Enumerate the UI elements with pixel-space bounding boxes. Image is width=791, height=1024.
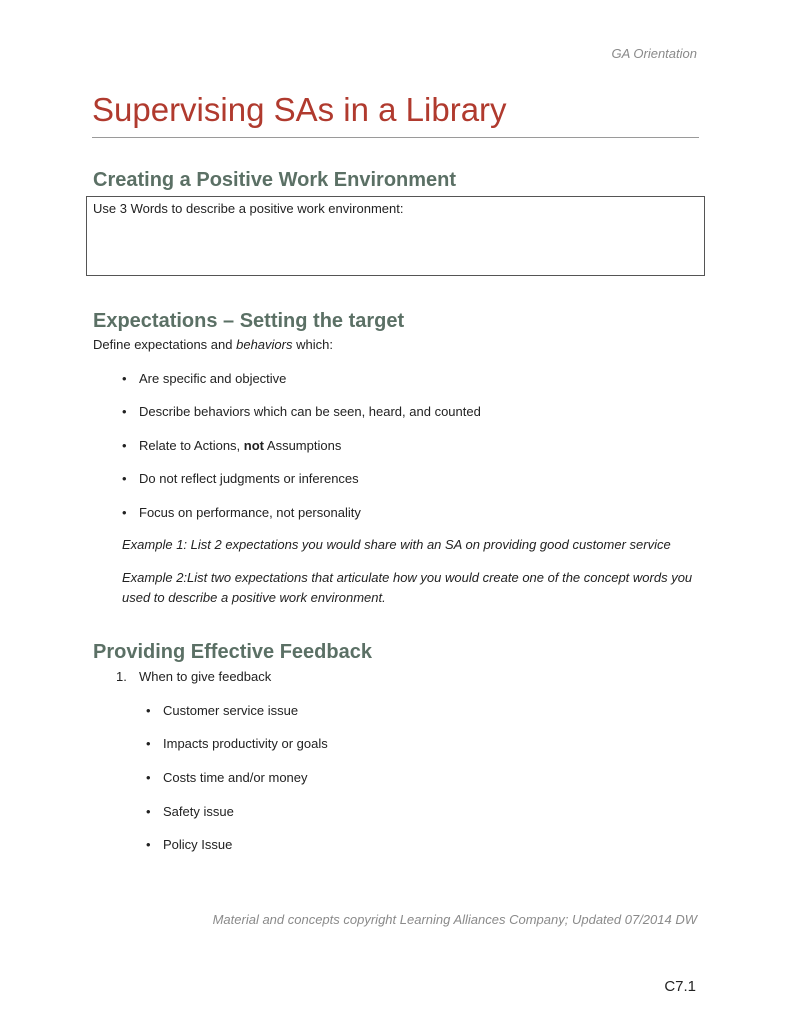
list-item-text: Impacts productivity or goals [163,736,328,751]
bullet-icon: • [122,438,127,453]
list-item-text: Costs time and/or money [163,770,308,785]
section-heading-expectations: Expectations – Setting the target [93,310,405,332]
list-item [146,804,234,819]
list-item [146,837,233,852]
section-heading-feedback: Providing Effective Feedback [93,641,372,663]
bullet-icon: • [122,471,127,486]
list-item-text: Describe behaviors which can be seen, heard, and counted [139,404,481,419]
list-item [122,371,287,386]
list-item-text: Customer service issue [163,703,299,718]
list-item [146,736,328,751]
list-item [146,703,299,718]
positive-environment-answer-box[interactable] [86,196,705,276]
list-item [122,404,481,419]
bullet-icon: • [146,804,151,819]
bullet-icon: • [122,371,127,386]
example-2: Example 2:List two expectations that articulate how you would create one of the concept words you used to describe a positive work environment. [122,570,693,605]
bullet-icon: • [146,703,151,718]
list-item [122,505,361,520]
list-item-text: Are specific and objective [139,371,287,386]
list-item-text: Do not reflect judgments or inferences [139,471,359,486]
list-item [146,770,308,785]
list-item [122,438,342,453]
list-item-text: Safety issue [163,804,234,819]
list-item-text: Focus on performance, not personality [139,505,361,520]
title-divider [92,137,699,138]
numbered-item-text: When to give feedback [139,669,272,684]
list-item-text: Relate to Actions, [139,438,244,453]
numbered-item-number: 1. [116,669,127,684]
header-label: GA Orientation [611,46,697,61]
bullet-icon: • [146,736,151,751]
expectations-intro [93,337,333,352]
intro-text-start: Define expectations and [93,337,237,352]
list-item-text: Policy Issue [163,837,233,852]
example-1: Example 1: List 2 expectations you would share with an SA on providing good customer service [122,537,671,552]
list-item-text-end: Assumptions [264,438,342,453]
section-heading-positive-environment: Creating a Positive Work Environment [93,169,457,191]
bullet-icon: • [122,404,127,419]
list-item [122,471,359,486]
intro-emphasis: behaviors [236,337,293,352]
intro-text-end: which: [292,337,333,352]
bullet-icon: • [146,770,151,785]
bullet-icon: • [122,505,127,520]
page-number: C7.1 [664,978,696,995]
footer-copyright: Material and concepts copyright Learning Alliances Company; Updated 07/2014 DW [212,912,697,927]
page-title: Supervising SAs in a Library [92,91,507,128]
bullet-icon: • [146,837,151,852]
answer-box-prompt: Use 3 Words to describe a positive work environment: [93,201,404,216]
list-item-bold: not [243,438,264,453]
